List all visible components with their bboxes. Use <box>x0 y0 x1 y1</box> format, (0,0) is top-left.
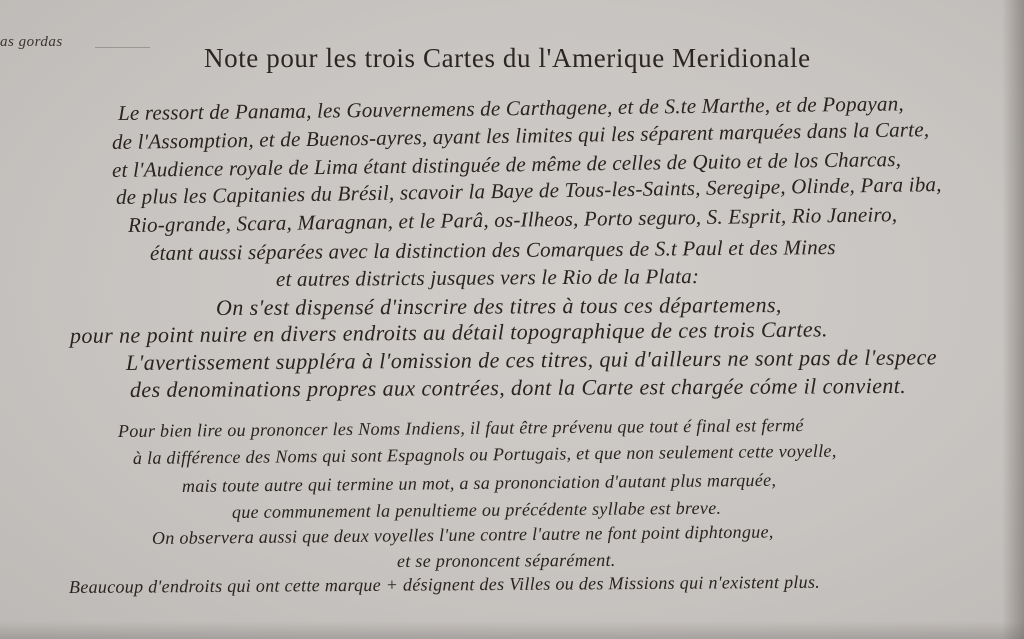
page-bottom-shadow <box>0 621 1024 639</box>
paragraph-3-line: que communement la penultieme ou précédente syllabe est breve. <box>231 497 722 522</box>
paragraph-2-line: L'avertissement suppléra à l'omission de ces titres, qui d'ailleurs ne sont pas de l'espece <box>125 344 937 375</box>
corner-fragment-text: as gordas <box>0 34 63 50</box>
page-edge-shadow <box>1002 0 1024 639</box>
paragraph-2-line: pour ne point nuire en divers endroits au détail topographique de ces trois Cartes. <box>69 316 828 348</box>
paragraph-3-line: et se prononcent séparément. <box>396 549 616 571</box>
paragraph-1-line: étant aussi séparées avec la distinction des Comarques de S.t Paul et des Mines <box>149 235 836 265</box>
paragraph-3-line: mais toute autre qui termine un mot, a sa prononciation d'autant plus marquée, <box>181 469 777 496</box>
paragraph-1-line: Le ressort de Panama, les Gouvernemens de Carthagene, et de S.te Marthe, et de Popayan, <box>117 91 904 125</box>
paragraph-1-line: et l'Audience royale de Lima étant distinguée de même de celles de Quito et de los Charcas, <box>111 146 902 182</box>
paragraph-3-line: Beaucoup d'endroits qui ont cette marque + désignent des Villes ou des Missions qui n'existent plus. <box>68 571 821 597</box>
paragraph-3-line: Pour bien lire ou prononcer les Noms Indiens, il faut être prévenu que tout é final est fermé <box>117 415 804 441</box>
paragraph-1-line: de plus les Capitanies du Brésil, scavoir la Baye de Tous-les-Saints, Seregipe, Olinde, Para iba, <box>115 172 942 209</box>
paragraph-1-line: Rio-grande, Scara, Maragnan, et le Parâ, os-Ilheos, Porto seguro, S. Esprit, Rio Janeiro, <box>127 202 898 237</box>
paragraph-2-line: On s'est dispensé d'inscrire des titres à tous ces départemens, <box>215 292 782 320</box>
paragraph-2-line: des denominations propres aux contrées, dont la Carte est chargée cóme il convient. <box>129 372 907 402</box>
paragraph-3-line: à la différence des Noms qui sont Espagnols ou Portugais, et que non seulement cette voyelle, <box>132 440 837 468</box>
page-title: Note pour les trois Cartes du l'Amerique Meridionale <box>204 43 811 73</box>
corner-rule <box>95 47 150 48</box>
paragraph-3-line: On observera aussi que deux voyelles l'une contre l'autre ne font point diphtongue, <box>151 521 774 548</box>
paragraph-1-line: de l'Assomption, et de Buenos-ayres, ayant les limites qui les séparent marquées dans la Carte, <box>111 117 930 154</box>
paragraph-1-line: et autres districts jusques vers le Rio de la Plata: <box>275 264 700 291</box>
